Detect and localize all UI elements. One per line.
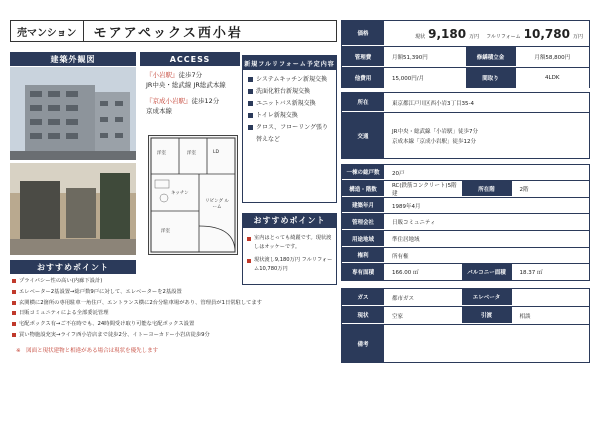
spec-value: 準住居地域 (384, 231, 589, 247)
bullet-icon (248, 125, 253, 130)
plan-label-5: 洋室 (161, 229, 170, 234)
spec-label: 権利 (342, 248, 384, 263)
bullet-icon (248, 77, 253, 82)
plan-label-3: LD (213, 150, 219, 155)
spec-label: バルコニー面積 (462, 264, 512, 280)
spec-label: 建築年月 (342, 198, 384, 213)
extra-value: 都市ガス (384, 289, 462, 306)
renovation-item: 洗面化粧台新規交換 (248, 86, 331, 98)
points-left-list (12, 276, 337, 341)
access-block (146, 70, 241, 116)
other-row (342, 68, 589, 88)
spec-label: 管理会社 (342, 214, 384, 230)
traffic-row (342, 113, 589, 158)
walk-2: 徒歩12分 (191, 97, 220, 105)
spec-value: RC(鉄筋コンクリート)5階建 (384, 181, 462, 197)
spec-value: 166.00 ㎡ (384, 264, 462, 280)
price-row (342, 21, 589, 47)
exterior-photo (10, 67, 136, 160)
exterior-heading: 建築外観図 (10, 52, 136, 66)
renovation-item: ユニットバス新規交換 (248, 98, 331, 110)
title-box (10, 20, 337, 42)
spec-label: 構造・階数 (342, 181, 384, 197)
point-item: 室内はとっても綺麗です。現状渡しはオッケーです。 (247, 234, 335, 252)
layout-label: 間取り (466, 68, 516, 88)
address-row (342, 93, 589, 113)
renovation-item: トイレ新規交換 (248, 110, 331, 122)
fee-value: 月額51,390円 (384, 47, 466, 67)
routes-2: 京成本線 (146, 107, 172, 115)
point-item: 買い物施設充実→ライフ西小岩店まで徒歩2分、イトーヨーカドー小岩店徒歩9分 (12, 330, 337, 341)
bullet-icon (248, 89, 253, 94)
spec-value: 日販コミュニティ (384, 214, 589, 230)
address-label: 所在 (342, 93, 384, 112)
bullet-icon (12, 322, 16, 326)
fee-row (342, 47, 589, 68)
spec-value: 所有権 (384, 248, 589, 263)
walk-1: 徒歩7分 (178, 71, 203, 79)
extra-value: 空家 (384, 307, 462, 324)
spec-row (342, 248, 589, 264)
spec-value: 2階 (512, 181, 590, 197)
extra-row (342, 325, 589, 362)
renovation-heading: 新規フルリフォーム予定内容 (243, 56, 336, 70)
spec-row (342, 231, 589, 248)
bullet-icon (12, 290, 16, 294)
bullet-icon (247, 259, 251, 263)
bullet-icon (12, 279, 16, 283)
extra-value: 相談 (512, 307, 590, 324)
location-table (341, 92, 590, 159)
station-2: 『京成小岩駅』 (146, 97, 192, 105)
traffic-label: 交通 (342, 113, 384, 158)
layout-value: 4LDK (516, 68, 590, 88)
extra-row (342, 307, 589, 325)
remarks-value (384, 325, 589, 362)
point-item: 現状渡し9,180万円 フルリフォーム10,780万円 (247, 256, 335, 274)
entrance-photo (10, 163, 136, 255)
renovation-item: クロス、フローリング張り替えなど (248, 122, 331, 146)
point-item: プライバシー性の高い(内廊下設計) (12, 276, 337, 287)
price-reform-value: 10,780 (523, 27, 570, 41)
bullet-icon (12, 333, 16, 337)
renovation-list (243, 70, 336, 150)
routes-1: JR中央・総武線 JR総武本線 (146, 81, 226, 89)
listing-type-tag: 売マンション (11, 21, 84, 41)
address-value: 東京都江戸川区西小岩3丁目35-4 (384, 93, 589, 112)
price-label: 価格 (342, 21, 384, 46)
other-value: 15,000円/月 (384, 68, 466, 88)
traffic-line-2: 京成本線「京成小岩駅」徒歩12分 (392, 138, 476, 145)
bullet-icon (12, 311, 16, 315)
fee-label: 管理費 (342, 47, 384, 67)
spec-row (342, 165, 589, 181)
points-left-heading: おすすめポイント (10, 260, 136, 274)
extra-label: エレベータ (462, 289, 512, 306)
extra-label: ガス (342, 289, 384, 306)
point-item: 宅配ボックス有→ご不在時でも、24時間受け取り可能な宅配ボックス設置 (12, 319, 337, 330)
spec-row (342, 264, 589, 280)
price-values (384, 21, 589, 46)
plan-label-2: 洋室 (187, 151, 196, 156)
bullet-icon (247, 237, 251, 241)
spec-label: 所在階 (462, 181, 512, 197)
price-reform-prefix: フルリフォーム (486, 34, 521, 40)
point-item: 日販コミュニティによる全部委託管理 (12, 308, 337, 319)
extra-row (342, 289, 589, 307)
extra-label: 現状 (342, 307, 384, 324)
traffic-line-1: JR中央・総武線「小岩駅」徒歩7分 (392, 128, 478, 135)
spec-row (342, 198, 589, 214)
spec-value: 20戸 (384, 165, 589, 180)
extra-label: 引渡 (462, 307, 512, 324)
price-current-prefix: 現状 (415, 34, 426, 40)
price-current-value: 9,180 (428, 27, 467, 41)
property-name: モアアペックス西小岩 (93, 25, 243, 41)
remarks-label: 備考 (342, 325, 384, 362)
bullet-icon (12, 301, 16, 305)
price-reform-unit: 万円 (572, 34, 583, 40)
extra-table (341, 288, 590, 363)
footnote: ※ 図面と現状建物と相違がある場合は現状を優先します (16, 348, 159, 354)
bullet-icon (248, 113, 253, 118)
extra-value (512, 289, 590, 306)
spec-label: 一棟の総戸数 (342, 165, 384, 180)
access-heading: ACCESS (140, 52, 240, 66)
plan-label-4: キッチン (171, 191, 189, 196)
spec-row (342, 214, 589, 231)
point-item: 玄関横に2箇所の専用駐車一角住戸、エントランス横に2台分駐車場があり、管理員が1日常駐してます (12, 298, 337, 309)
traffic-values (384, 113, 589, 158)
renovation-item: システムキッチン新規交換 (248, 74, 331, 86)
floor-plan (148, 135, 238, 255)
bullet-icon (248, 101, 253, 106)
station-1: 『小岩駅』 (146, 71, 179, 79)
point-item: エレベーター2基設置→総戸数9戸に対して、エレベーターを2基設置 (12, 287, 337, 298)
spec-table (341, 164, 590, 281)
spec-value: 18.37 ㎡ (512, 264, 590, 280)
repair-value: 月額58,800円 (516, 47, 590, 67)
repair-label: 修繕積立金 (466, 47, 516, 67)
spec-label: 用途地域 (342, 231, 384, 247)
spec-value: 1989年4月 (384, 198, 589, 213)
plan-label-1: 洋室 (157, 151, 166, 156)
building-image (10, 67, 136, 160)
spec-label: 専有面積 (342, 264, 384, 280)
entrance-image (10, 163, 136, 255)
renovation-box (242, 55, 337, 203)
points-right-heading: おすすめポイント (242, 213, 337, 227)
other-label: 他費用 (342, 68, 384, 88)
price-current-unit: 万円 (469, 34, 480, 40)
price-table (341, 20, 590, 88)
spec-row (342, 181, 589, 198)
plan-label-6: リビング ルーム (205, 199, 229, 210)
